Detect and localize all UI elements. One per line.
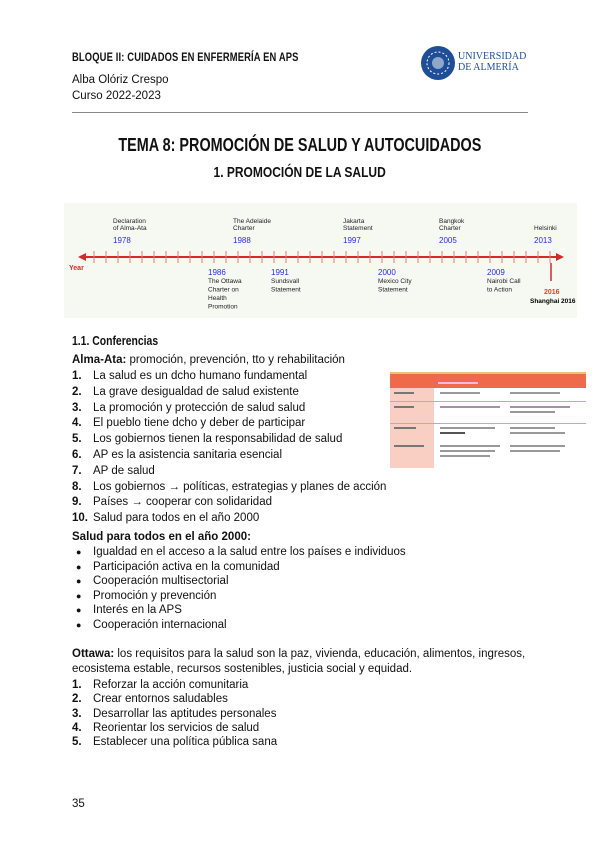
event-label: Charter: [439, 225, 461, 232]
item-number: 3.: [72, 401, 82, 414]
list-item-text: Los gobiernos tienen la responsabilidad de salud: [93, 433, 343, 446]
bullet-icon: ●: [76, 576, 82, 587]
comparison-table: [390, 372, 586, 468]
item-number: 9.: [72, 496, 82, 509]
bullet-icon: ●: [76, 620, 82, 630]
section-title: 1. PROMOCIÓN DE LA SALUD: [213, 164, 387, 181]
event-label: Declaration: [113, 218, 146, 225]
author: Alba Olóriz Crespo: [72, 74, 169, 86]
list-item-text: Cooperación internacional: [93, 619, 227, 631]
alma-ata-intro: Alma-Ata: promoción, prevención, tto y rehabilitación: [72, 354, 345, 366]
event-year: 2013: [534, 236, 552, 245]
course: Curso 2022-2023: [72, 90, 161, 102]
event-year: 1988: [233, 236, 251, 245]
list-item-text: Desarrollar las aptitudes personales: [93, 707, 277, 720]
list-item-text: Salud para todos en el año 2000: [93, 512, 260, 525]
list-item-text: El pueblo tiene dcho y deber de participar: [93, 417, 306, 430]
list-item-text: Países → cooperar con solidaridad: [93, 496, 272, 509]
event-label: Helsinki: [534, 225, 557, 232]
logo-line-1: UNIVERSIDAD: [458, 51, 527, 62]
event-label: Jakarta: [343, 218, 365, 225]
item-number: 10.: [72, 512, 88, 525]
list-item-text: AP de salud: [93, 464, 155, 477]
timeline-graphic: [64, 203, 577, 318]
event-year: 2005: [439, 236, 457, 245]
event-label: Shanghai 2016: [530, 298, 576, 305]
event-year: 1991: [271, 268, 289, 277]
list-item-text: Reorientar los servicios de salud: [93, 721, 260, 734]
list-item-text: La salud es un dcho humano fundamental: [93, 370, 308, 382]
list-item-text: Cooperación multisectorial: [93, 575, 229, 588]
event-label: Charter on: [208, 286, 239, 294]
page-title: TEMA 8: PROMOCIÓN DE SALUD Y AUTOCUIDADOS: [118, 135, 482, 155]
university-logo: [420, 45, 530, 81]
item-number: 1.: [72, 679, 82, 691]
item-number: 5.: [72, 736, 82, 749]
event-label: Statement: [378, 286, 408, 294]
item-number: 2.: [72, 693, 82, 706]
list-item-text: Participación activa en la comunidad: [93, 560, 280, 573]
university-seal-icon: [420, 45, 456, 81]
page-number: 35: [72, 798, 85, 810]
event-year: 1986: [208, 268, 226, 277]
item-number: 5.: [72, 433, 82, 446]
health-promotion-timeline: [64, 203, 577, 318]
axis-label: Year: [69, 265, 84, 272]
arrow-right-icon: [556, 253, 564, 261]
ottawa-text-line1: Ottawa: los requisitos para la salud son la paz, vivienda, educación, alimentos, ingresos,: [72, 648, 526, 660]
event-label: Charter: [233, 225, 255, 232]
item-number: 8.: [72, 480, 82, 493]
list-item-text: Interés en la APS: [93, 604, 182, 617]
event-label: The Adelaide: [233, 218, 271, 225]
bullet-icon: ●: [76, 547, 82, 557]
arrow-left-icon: [78, 253, 86, 261]
event-label: Statement: [271, 286, 301, 294]
event-label: Bangkok: [439, 218, 465, 225]
block-heading: BLOQUE II: CUIDADOS EN ENFERMERÍA EN APS: [72, 50, 299, 64]
event-label: The Ottawa: [208, 278, 242, 285]
salud-para-todos-heading: Salud para todos en el año 2000:: [72, 531, 251, 543]
item-number: 6.: [72, 449, 82, 461]
logo-line-2: DE ALMERÍA: [458, 62, 519, 73]
bullet-icon: ●: [76, 605, 82, 616]
item-number: 3.: [72, 707, 82, 720]
item-number: 1.: [72, 370, 82, 382]
event-label: Nairobi Call: [487, 278, 521, 285]
list-item-text: Los gobiernos → políticas, estrategias y planes de acción: [93, 480, 387, 493]
event-label: to Action: [487, 286, 512, 294]
bullet-icon: ●: [76, 561, 82, 572]
item-number: 4.: [72, 721, 82, 734]
list-item-text: Igualdad en el acceso a la salud entre los países e individuos: [93, 546, 406, 558]
list-item-text: Establecer una política pública sana: [93, 736, 278, 749]
event-year: 2016: [544, 289, 560, 296]
subsection-heading: 1.1. Conferencias: [72, 333, 159, 348]
list-item-text: AP es la asistencia sanitaria esencial: [93, 449, 283, 461]
event-label: Statement: [343, 225, 373, 232]
event-year: 1978: [113, 236, 131, 245]
event-year: 2000: [378, 268, 396, 277]
header-divider: [72, 112, 528, 113]
event-label: Sundsvall: [271, 278, 300, 285]
item-number: 7.: [72, 464, 82, 477]
event-year: 1997: [343, 236, 361, 245]
event-year: 2009: [487, 268, 505, 277]
event-label: of Alma-Ata: [113, 225, 147, 232]
event-label: Promotion: [208, 303, 238, 311]
list-item-text: Crear entornos saludables: [93, 693, 228, 706]
item-number: 4.: [72, 417, 82, 430]
event-label: Mexico City: [378, 278, 412, 285]
item-number: 2.: [72, 385, 82, 398]
event-label: Health: [208, 295, 227, 302]
list-item-text: Reforzar la acción comunitaria: [93, 679, 249, 691]
list-item-text: La grave desigualdad de salud existente: [93, 385, 299, 398]
ottawa-text-line2: ecosistema estable, recursos sostenibles, justicia social y equidad.: [72, 663, 413, 675]
list-item-text: La promoción y protección de salud salud: [93, 401, 306, 414]
list-item-text: Promoción y prevención: [93, 589, 217, 602]
bullet-icon: ●: [76, 590, 82, 601]
